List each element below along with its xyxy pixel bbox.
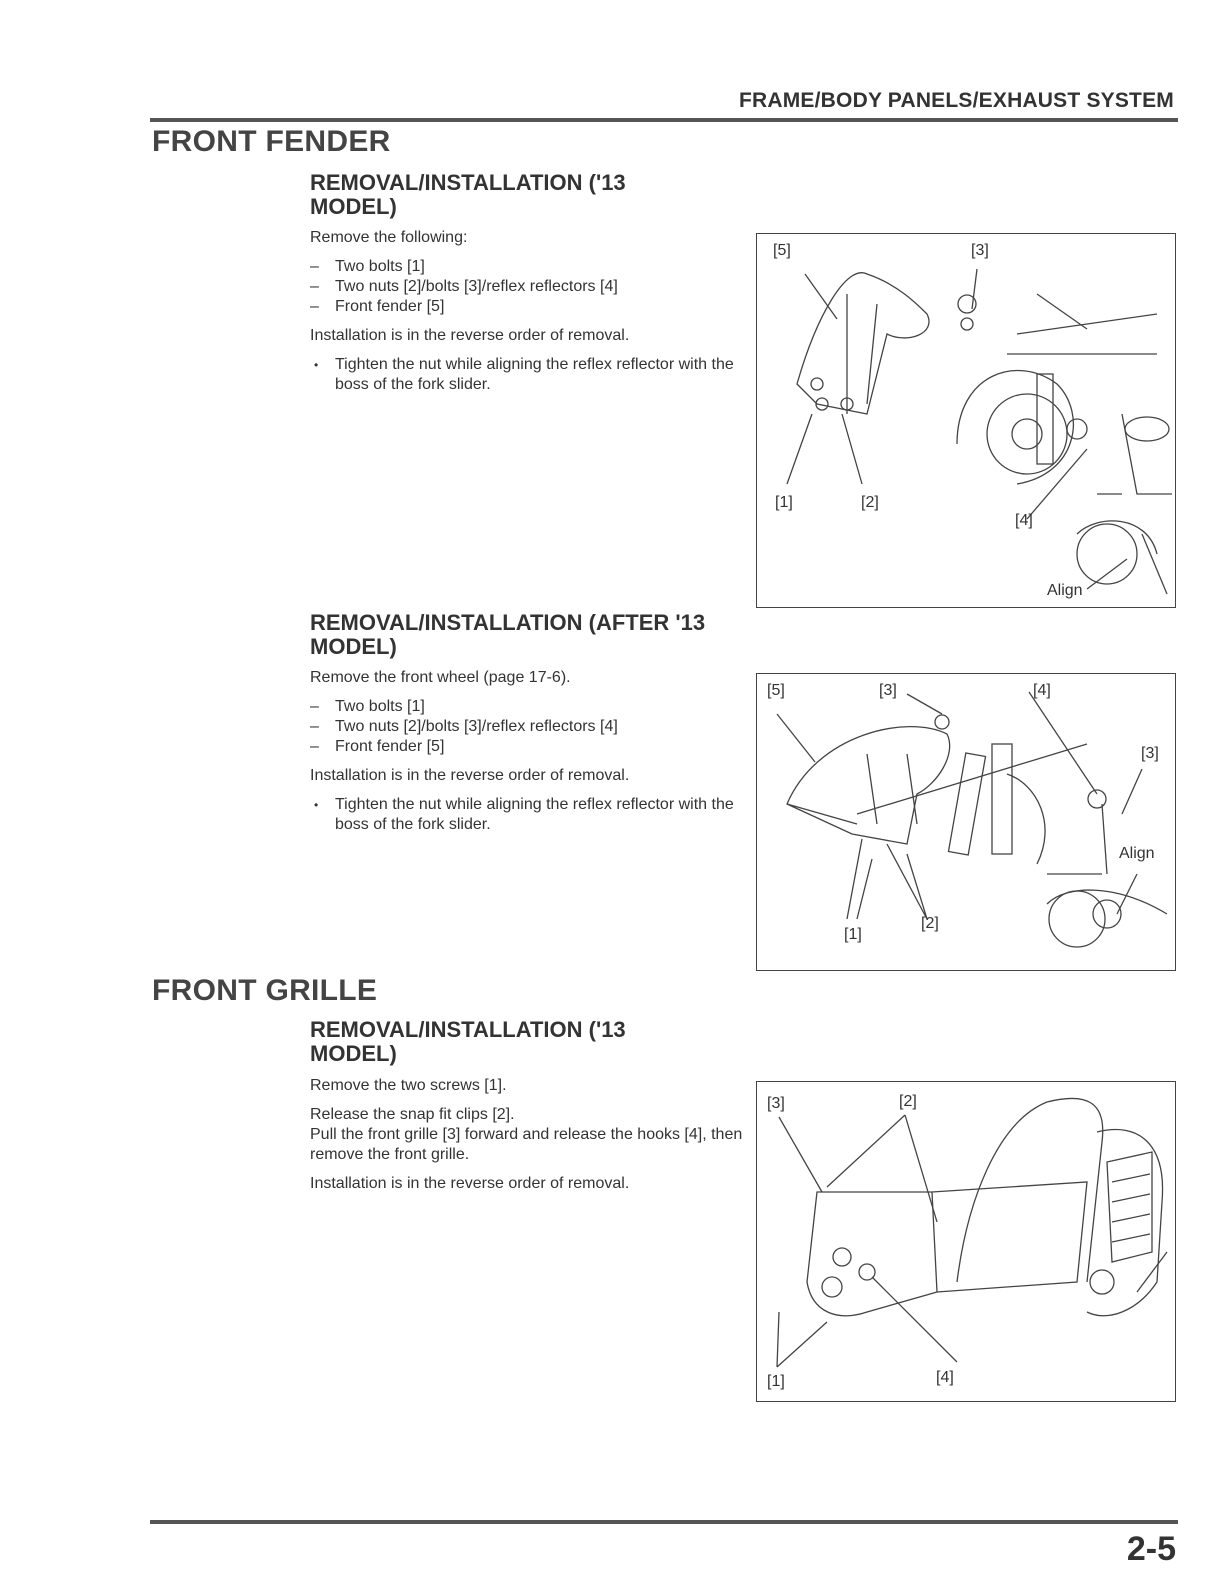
procedure-heading (310, 171, 750, 219)
procedure-heading (310, 611, 750, 659)
note-bullet: • Tighten the nut while aligning the reflex reflector with the boss of the fork slider. (310, 355, 755, 395)
list-item: – Front fender [5] (310, 297, 755, 317)
callout-4: [4] (936, 1369, 954, 1386)
callout-5: [5] (767, 682, 785, 699)
list-item: – Two nuts [2]/bolts [3]/reflex reflectors [4] (310, 277, 755, 297)
callout-2: [2] (899, 1093, 917, 1110)
callout-3: [3] (971, 242, 989, 259)
intro-text: Remove the front wheel (page 17-6). (310, 669, 571, 686)
install-text: Installation is in the reverse order of removal. (310, 1175, 630, 1192)
step-text: Release the snap fit clips [2]. (310, 1106, 515, 1123)
callout-3: [3] (1141, 745, 1159, 762)
callout-align: Align (1119, 845, 1155, 862)
page-number: 2-5 (1126, 1530, 1176, 1568)
figure-front-fender-13 (756, 233, 1176, 608)
callout-1: [1] (844, 926, 862, 943)
intro-text: Remove the following: (310, 229, 468, 246)
grille-illustration (757, 1082, 1175, 1401)
header-rule (150, 118, 1178, 122)
list-item: – Front fender [5] (310, 737, 755, 757)
section-title-front-fender: FRONT FENDER (152, 125, 391, 158)
install-text: Installation is in the reverse order of removal. (310, 767, 630, 784)
callout-align: Align (1047, 582, 1083, 599)
note-bullet: • Tighten the nut while aligning the reflex reflector with the boss of the fork slider. (310, 795, 755, 835)
fender-illustration (757, 234, 1175, 607)
procedure-text (310, 228, 755, 395)
heading-line: REMOVAL/INSTALLATION ('13 (310, 170, 626, 195)
callout-1: [1] (775, 494, 793, 511)
step-text: Pull the front grille [3] forward and release the hooks [4], then remove the front grille. (310, 1126, 743, 1163)
list-item: – Two bolts [1] (310, 697, 755, 717)
heading-line: MODEL) (310, 1041, 397, 1066)
fender-illustration (757, 674, 1175, 970)
section-header: FRAME/BODY PANELS/EXHAUST SYSTEM (738, 89, 1174, 112)
install-text: Installation is in the reverse order of removal. (310, 327, 630, 344)
figure-front-fender-after-13 (756, 673, 1176, 971)
procedure-text (310, 1076, 755, 1203)
step-text: Remove the two screws [1]. (310, 1077, 507, 1094)
figure-front-grille-13 (756, 1081, 1176, 1402)
footer-rule (150, 1520, 1178, 1524)
list-item: – Two bolts [1] (310, 257, 755, 277)
parts-list (310, 697, 755, 757)
callout-4: [4] (1033, 682, 1051, 699)
callout-2: [2] (921, 915, 939, 932)
procedure-heading (310, 1018, 750, 1066)
callout-5: [5] (773, 242, 791, 259)
heading-line: MODEL) (310, 634, 397, 659)
callout-3: [3] (879, 682, 897, 699)
heading-line: REMOVAL/INSTALLATION (AFTER '13 (310, 610, 706, 635)
callout-2: [2] (861, 494, 879, 511)
section-title-front-grille: FRONT GRILLE (152, 974, 378, 1007)
procedure-text (310, 668, 755, 835)
callout-3: [3] (767, 1095, 785, 1112)
callout-4: [4] (1015, 512, 1033, 529)
heading-line: REMOVAL/INSTALLATION ('13 (310, 1017, 626, 1042)
heading-line: MODEL) (310, 194, 397, 219)
callout-1: [1] (767, 1373, 785, 1390)
parts-list (310, 257, 755, 317)
list-item: – Two nuts [2]/bolts [3]/reflex reflectors [4] (310, 717, 755, 737)
